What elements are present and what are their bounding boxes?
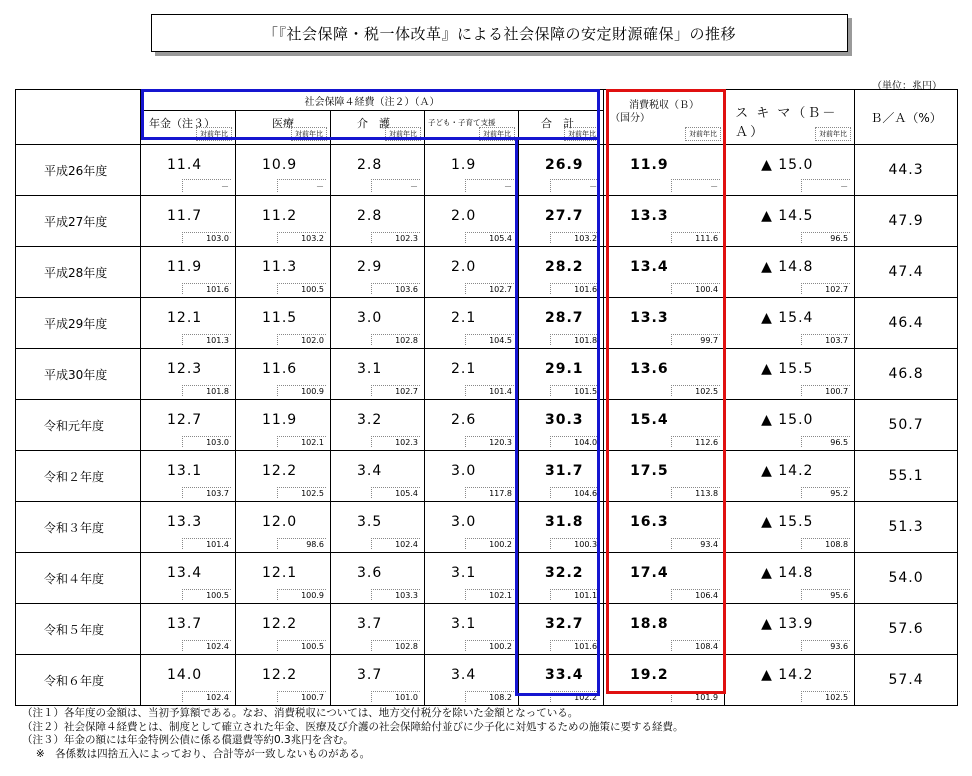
- total-yoy-value: 104.0: [550, 436, 599, 447]
- pension-cell: [141, 298, 236, 349]
- medical-cell: [236, 145, 331, 196]
- header-medical: [236, 111, 331, 145]
- total-value: 32.2: [545, 565, 584, 581]
- care-yoy-value: 103.6: [371, 283, 420, 294]
- pension-cell: [141, 247, 236, 298]
- pension-yoy-value: 101.6: [182, 283, 231, 294]
- medical-cell: [236, 247, 331, 298]
- total-yoy-value: 101.1: [550, 589, 599, 600]
- child-value: 2.0: [451, 259, 477, 275]
- child-value: 3.1: [451, 616, 477, 632]
- header-pension: [141, 111, 236, 145]
- child-yoy-value: 101.4: [465, 385, 514, 396]
- pension-yoy-value: 102.4: [182, 691, 231, 702]
- tax-cell: [604, 145, 725, 196]
- total-yoy-value: 104.6: [550, 487, 599, 498]
- care-value: 3.5: [357, 514, 383, 530]
- row-year-label: 令和５年度: [16, 604, 141, 655]
- child-yoy-value: 105.4: [465, 232, 514, 243]
- total-value: 28.2: [545, 259, 584, 275]
- gap-value: ▲ 14.2: [761, 667, 814, 683]
- care-cell: [331, 400, 425, 451]
- table-row: [16, 655, 958, 706]
- tax-value: 15.4: [630, 412, 669, 428]
- care-value: 3.4: [357, 463, 383, 479]
- gap-yoy-value: 102.5: [801, 691, 850, 702]
- tax-value: 13.4: [630, 259, 669, 275]
- gap-cell: [725, 145, 855, 196]
- child-cell: [425, 655, 519, 706]
- header-care-yoy: 対前年比: [385, 127, 421, 141]
- tax-value: 17.5: [630, 463, 669, 479]
- row-year-label: 令和６年度: [16, 655, 141, 706]
- table-row: [16, 247, 958, 298]
- child-cell: [425, 502, 519, 553]
- total-cell: [519, 604, 604, 655]
- pension-yoy-value: －: [182, 179, 231, 192]
- tax-yoy-value: －: [671, 179, 720, 192]
- medical-yoy-value: －: [277, 179, 326, 192]
- row-year-label: 令和３年度: [16, 502, 141, 553]
- child-yoy-value: 120.3: [465, 436, 514, 447]
- medical-value: 11.5: [262, 310, 298, 326]
- medical-value: 12.2: [262, 616, 298, 632]
- total-value: 31.8: [545, 514, 584, 530]
- gap-yoy-value: 100.7: [801, 385, 850, 396]
- header-tax-yoy: 対前年比: [685, 127, 721, 141]
- gap-value: ▲ 15.5: [761, 514, 814, 530]
- tax-yoy-value: 106.4: [671, 589, 720, 600]
- care-yoy-value: 105.4: [371, 487, 420, 498]
- child-yoy-value: 108.2: [465, 691, 514, 702]
- tax-value: 13.3: [630, 208, 669, 224]
- medical-value: 12.1: [262, 565, 298, 581]
- care-value: 3.1: [357, 361, 383, 377]
- medical-yoy-value: 103.2: [277, 232, 326, 243]
- gap-cell: [725, 298, 855, 349]
- gap-cell: [725, 553, 855, 604]
- total-yoy-value: 101.6: [550, 283, 599, 294]
- medical-yoy-value: 98.6: [277, 538, 326, 549]
- medical-value: 11.2: [262, 208, 298, 224]
- tax-cell: [604, 196, 725, 247]
- care-value: 3.0: [357, 310, 383, 326]
- footnotes: [22, 707, 684, 761]
- child-value: 3.0: [451, 463, 477, 479]
- gap-cell: [725, 502, 855, 553]
- child-cell: [425, 196, 519, 247]
- header-child-label: 子ども・子育て支援: [428, 118, 496, 127]
- row-year-label: 令和２年度: [16, 451, 141, 502]
- child-value: 2.1: [451, 361, 477, 377]
- pension-cell: [141, 349, 236, 400]
- medical-yoy-value: 102.5: [277, 487, 326, 498]
- budget-table: [15, 89, 958, 706]
- total-value: 32.7: [545, 616, 584, 632]
- pension-yoy-value: 103.0: [182, 436, 231, 447]
- tax-value: 11.9: [630, 157, 669, 173]
- pension-value: 12.3: [167, 361, 203, 377]
- care-value: 3.2: [357, 412, 383, 428]
- medical-yoy-value: 100.9: [277, 385, 326, 396]
- pension-value: 13.1: [167, 463, 203, 479]
- care-cell: [331, 451, 425, 502]
- ratio-cell: 51.3: [855, 502, 958, 553]
- row-year-label: 令和元年度: [16, 400, 141, 451]
- medical-cell: [236, 451, 331, 502]
- gap-cell: [725, 349, 855, 400]
- medical-yoy-value: 100.9: [277, 589, 326, 600]
- child-value: 2.6: [451, 412, 477, 428]
- medical-cell: [236, 400, 331, 451]
- total-value: 30.3: [545, 412, 584, 428]
- tax-yoy-value: 101.9: [671, 691, 720, 702]
- tax-value: 13.6: [630, 361, 669, 377]
- tax-yoy-value: 112.6: [671, 436, 720, 447]
- care-yoy-value: 103.3: [371, 589, 420, 600]
- gap-value: ▲ 13.9: [761, 616, 814, 632]
- tax-cell: [604, 553, 725, 604]
- gap-cell: [725, 451, 855, 502]
- pension-cell: [141, 655, 236, 706]
- ratio-cell: 46.8: [855, 349, 958, 400]
- ratio-cell: 50.7: [855, 400, 958, 451]
- gap-cell: [725, 604, 855, 655]
- footnote: （注１）各年度の金額は、当初予算額である。なお、消費税収については、地方交付税分を除いた金額となっている。: [22, 707, 579, 719]
- pension-value: 11.7: [167, 208, 203, 224]
- medical-value: 10.9: [262, 157, 298, 173]
- header-total-label: 合 計: [541, 117, 574, 130]
- total-cell: [519, 451, 604, 502]
- child-yoy-value: 104.5: [465, 334, 514, 345]
- tax-yoy-value: 111.6: [671, 232, 720, 243]
- care-cell: [331, 349, 425, 400]
- pension-cell: [141, 604, 236, 655]
- medical-value: 11.9: [262, 412, 298, 428]
- care-cell: [331, 553, 425, 604]
- care-value: 2.9: [357, 259, 383, 275]
- gap-yoy-value: 95.2: [801, 487, 850, 498]
- gap-cell: [725, 247, 855, 298]
- header-ratio: [855, 90, 958, 145]
- total-value: 31.7: [545, 463, 584, 479]
- child-value: 3.0: [451, 514, 477, 530]
- header-total: [519, 111, 604, 145]
- header-total-yoy: 対前年比: [564, 127, 600, 141]
- row-year-label: 平成27年度: [16, 196, 141, 247]
- medical-cell: [236, 196, 331, 247]
- header-corner: [16, 90, 141, 145]
- pension-yoy-value: 101.8: [182, 385, 231, 396]
- table-row: [16, 553, 958, 604]
- tax-cell: [604, 298, 725, 349]
- care-yoy-value: 102.8: [371, 334, 420, 345]
- care-cell: [331, 196, 425, 247]
- care-cell: [331, 247, 425, 298]
- header-tax-line1: 消費税収（Ｂ）: [629, 100, 700, 111]
- tax-value: 16.3: [630, 514, 669, 530]
- pension-value: 13.4: [167, 565, 203, 581]
- pension-cell: [141, 196, 236, 247]
- total-yoy-value: 100.3: [550, 538, 599, 549]
- gap-yoy-value: 108.8: [801, 538, 850, 549]
- row-year-label: 平成30年度: [16, 349, 141, 400]
- ratio-cell: 57.4: [855, 655, 958, 706]
- total-cell: [519, 502, 604, 553]
- tax-yoy-value: 99.7: [671, 334, 720, 345]
- pension-value: 14.0: [167, 667, 203, 683]
- total-value: 33.4: [545, 667, 584, 683]
- total-yoy-value: 103.2: [550, 232, 599, 243]
- table-row: [16, 451, 958, 502]
- total-yoy-value: 101.6: [550, 640, 599, 651]
- total-value: 26.9: [545, 157, 584, 173]
- medical-yoy-value: 102.1: [277, 436, 326, 447]
- medical-value: 11.6: [262, 361, 298, 377]
- pension-value: 13.7: [167, 616, 203, 632]
- gap-cell: [725, 400, 855, 451]
- child-yoy-value: 100.2: [465, 538, 514, 549]
- table-row: [16, 145, 958, 196]
- child-yoy-value: 100.2: [465, 640, 514, 651]
- child-value: 3.4: [451, 667, 477, 683]
- total-cell: [519, 196, 604, 247]
- total-value: 28.7: [545, 310, 584, 326]
- tax-value: 19.2: [630, 667, 669, 683]
- header-gap-yoy: 対前年比: [815, 127, 851, 141]
- pension-value: 13.3: [167, 514, 203, 530]
- page-title: 「『社会保障・税一体改革』による社会保障の安定財源確保」の推移: [151, 14, 848, 52]
- table-row: [16, 502, 958, 553]
- care-value: 3.7: [357, 616, 383, 632]
- unit-label: （単位：兆円）: [872, 81, 942, 92]
- tax-yoy-value: 102.5: [671, 385, 720, 396]
- child-value: 1.9: [451, 157, 477, 173]
- pension-value: 11.9: [167, 259, 203, 275]
- gap-cell: [725, 655, 855, 706]
- pension-yoy-value: 101.3: [182, 334, 231, 345]
- total-value: 29.1: [545, 361, 584, 377]
- header-pension-label: 年金（注３）: [149, 117, 215, 130]
- header-tax-line2: （国分）: [610, 113, 651, 124]
- header-pension-yoy: 対前年比: [196, 127, 232, 141]
- row-year-label: 平成29年度: [16, 298, 141, 349]
- medical-cell: [236, 604, 331, 655]
- tax-yoy-value: 100.4: [671, 283, 720, 294]
- child-cell: [425, 400, 519, 451]
- medical-value: 12.2: [262, 667, 298, 683]
- care-cell: [331, 655, 425, 706]
- medical-yoy-value: 102.0: [277, 334, 326, 345]
- header-tax: [604, 90, 725, 145]
- tax-yoy-value: 93.4: [671, 538, 720, 549]
- tax-cell: [604, 400, 725, 451]
- pension-yoy-value: 103.7: [182, 487, 231, 498]
- gap-yoy-value: 96.5: [801, 232, 850, 243]
- pension-value: 12.7: [167, 412, 203, 428]
- total-cell: [519, 247, 604, 298]
- pension-value: 11.4: [167, 157, 203, 173]
- total-cell: [519, 145, 604, 196]
- medical-yoy-value: 100.5: [277, 283, 326, 294]
- medical-cell: [236, 298, 331, 349]
- ratio-cell: 47.9: [855, 196, 958, 247]
- total-cell: [519, 655, 604, 706]
- header-group-label: 社会保障４経費（注２）（Ａ）: [141, 90, 604, 111]
- header-care: [331, 111, 425, 145]
- child-cell: [425, 298, 519, 349]
- tax-cell: [604, 349, 725, 400]
- care-value: 3.6: [357, 565, 383, 581]
- header-gap: [725, 90, 855, 145]
- table-row: [16, 298, 958, 349]
- care-cell: [331, 604, 425, 655]
- care-yoy-value: －: [371, 179, 420, 192]
- medical-yoy-value: 100.5: [277, 640, 326, 651]
- medical-value: 11.3: [262, 259, 298, 275]
- child-value: 3.1: [451, 565, 477, 581]
- child-yoy-value: －: [465, 179, 514, 192]
- ratio-cell: 46.4: [855, 298, 958, 349]
- care-yoy-value: 102.8: [371, 640, 420, 651]
- gap-yoy-value: 93.6: [801, 640, 850, 651]
- table-row: [16, 349, 958, 400]
- gap-value: ▲ 14.5: [761, 208, 814, 224]
- child-yoy-value: 102.1: [465, 589, 514, 600]
- footnote: （注２）社会保障４経費とは、制度として確立された年金、医療及び介護の社会保障給付並びに少子化に対処するための施策に要する経費。: [22, 720, 684, 733]
- child-cell: [425, 604, 519, 655]
- child-cell: [425, 247, 519, 298]
- medical-cell: [236, 349, 331, 400]
- pension-yoy-value: 101.4: [182, 538, 231, 549]
- header-child-yoy: 対前年比: [479, 127, 515, 141]
- medical-value: 12.0: [262, 514, 298, 530]
- gap-yoy-value: －: [801, 179, 850, 192]
- pension-yoy-value: 100.5: [182, 589, 231, 600]
- care-yoy-value: 102.4: [371, 538, 420, 549]
- pension-value: 12.1: [167, 310, 203, 326]
- care-yoy-value: 102.3: [371, 232, 420, 243]
- care-cell: [331, 145, 425, 196]
- total-yoy-value: 101.5: [550, 385, 599, 396]
- gap-yoy-value: 95.6: [801, 589, 850, 600]
- ratio-cell: 55.1: [855, 451, 958, 502]
- tax-cell: [604, 451, 725, 502]
- table-row: [16, 604, 958, 655]
- gap-value: ▲ 15.0: [761, 157, 814, 173]
- medical-value: 12.2: [262, 463, 298, 479]
- tax-value: 13.3: [630, 310, 669, 326]
- care-cell: [331, 298, 425, 349]
- gap-value: ▲ 15.4: [761, 310, 814, 326]
- care-yoy-value: 102.3: [371, 436, 420, 447]
- footnote: ※ 各係数は四捨五入によっており、合計等が一致しないものがある。: [22, 747, 371, 760]
- header-medical-label: 医療: [272, 117, 294, 130]
- pension-cell: [141, 451, 236, 502]
- row-year-label: 平成26年度: [16, 145, 141, 196]
- total-cell: [519, 298, 604, 349]
- pension-cell: [141, 145, 236, 196]
- row-year-label: 平成28年度: [16, 247, 141, 298]
- care-yoy-value: 102.7: [371, 385, 420, 396]
- gap-value: ▲ 14.8: [761, 565, 814, 581]
- tax-value: 18.8: [630, 616, 669, 632]
- child-cell: [425, 145, 519, 196]
- pension-cell: [141, 553, 236, 604]
- tax-value: 17.4: [630, 565, 669, 581]
- table-row: [16, 196, 958, 247]
- medical-cell: [236, 655, 331, 706]
- header-gap-label: ス キ マ（Ｂ－Ａ）: [735, 106, 838, 140]
- care-yoy-value: 101.0: [371, 691, 420, 702]
- gap-value: ▲ 15.0: [761, 412, 814, 428]
- ratio-cell: 57.6: [855, 604, 958, 655]
- total-yoy-value: －: [550, 179, 599, 192]
- child-value: 2.0: [451, 208, 477, 224]
- header-ratio-label: Ｂ／Ａ（%）: [870, 111, 942, 125]
- care-value: 2.8: [357, 157, 383, 173]
- gap-yoy-value: 96.5: [801, 436, 850, 447]
- care-value: 2.8: [357, 208, 383, 224]
- header-care-label: 介 護: [357, 117, 390, 130]
- gap-yoy-value: 102.7: [801, 283, 850, 294]
- header-medical-yoy: 対前年比: [291, 127, 327, 141]
- total-yoy-value: 101.8: [550, 334, 599, 345]
- total-yoy-value: 102.2: [550, 691, 599, 702]
- ratio-cell: 44.3: [855, 145, 958, 196]
- pension-yoy-value: 102.4: [182, 640, 231, 651]
- pension-cell: [141, 400, 236, 451]
- row-year-label: 令和４年度: [16, 553, 141, 604]
- tax-yoy-value: 108.4: [671, 640, 720, 651]
- pension-yoy-value: 103.0: [182, 232, 231, 243]
- tax-cell: [604, 604, 725, 655]
- care-cell: [331, 502, 425, 553]
- ratio-cell: 47.4: [855, 247, 958, 298]
- gap-yoy-value: 103.7: [801, 334, 850, 345]
- gap-value: ▲ 14.2: [761, 463, 814, 479]
- care-value: 3.7: [357, 667, 383, 683]
- tax-yoy-value: 113.8: [671, 487, 720, 498]
- header-child: [425, 111, 519, 145]
- table-row: [16, 400, 958, 451]
- ratio-cell: 54.0: [855, 553, 958, 604]
- pension-cell: [141, 502, 236, 553]
- total-cell: [519, 553, 604, 604]
- total-value: 27.7: [545, 208, 584, 224]
- child-cell: [425, 451, 519, 502]
- table-body: [16, 145, 958, 706]
- total-cell: [519, 349, 604, 400]
- tax-cell: [604, 655, 725, 706]
- medical-cell: [236, 502, 331, 553]
- medical-yoy-value: 100.7: [277, 691, 326, 702]
- medical-cell: [236, 553, 331, 604]
- gap-cell: [725, 196, 855, 247]
- gap-value: ▲ 15.5: [761, 361, 814, 377]
- child-cell: [425, 349, 519, 400]
- footnote: （注３）年金の額には年金特例公債に係る償還費等約0.3兆円を含む。: [22, 734, 354, 746]
- child-yoy-value: 117.8: [465, 487, 514, 498]
- tax-cell: [604, 502, 725, 553]
- child-value: 2.1: [451, 310, 477, 326]
- child-cell: [425, 553, 519, 604]
- child-yoy-value: 102.7: [465, 283, 514, 294]
- tax-cell: [604, 247, 725, 298]
- gap-value: ▲ 14.8: [761, 259, 814, 275]
- total-cell: [519, 400, 604, 451]
